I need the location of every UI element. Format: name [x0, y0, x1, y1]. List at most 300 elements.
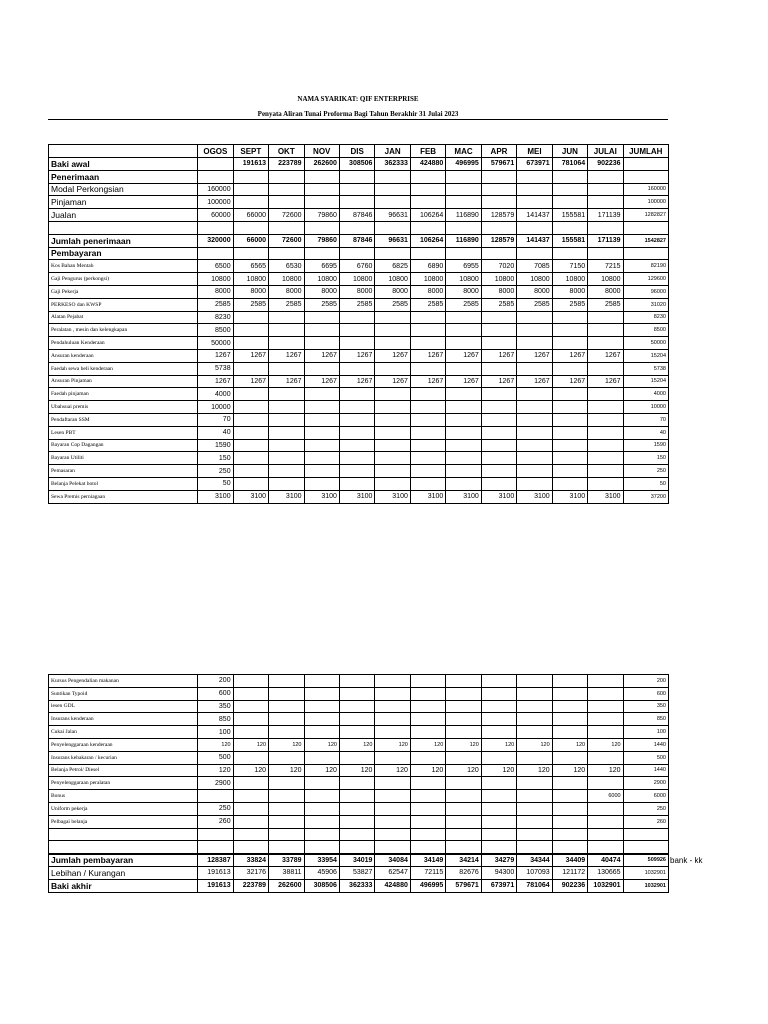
month-cell: 10800	[375, 273, 410, 286]
month-cell: 1267	[269, 349, 304, 362]
month-cell	[304, 777, 339, 790]
month-cell	[269, 196, 304, 209]
month-cell: 141437	[517, 234, 552, 247]
month-cell	[269, 324, 304, 337]
month-cell	[269, 388, 304, 401]
row-label: lesen GDL	[49, 700, 198, 713]
month-cell	[233, 802, 268, 815]
month-cell	[517, 713, 552, 726]
month-cell	[304, 452, 339, 465]
month-cell	[339, 802, 374, 815]
table-row	[49, 273, 669, 286]
month-cell: 45906	[304, 866, 339, 879]
row-label: Pendahuluan Kenderaan	[49, 337, 198, 350]
month-cell	[269, 815, 304, 828]
month-cell	[304, 841, 339, 854]
month-cell: 72115	[410, 866, 445, 879]
month-cell: 120	[233, 764, 268, 777]
table-row	[49, 247, 669, 260]
total-cell	[623, 170, 668, 183]
month-cell	[410, 324, 445, 337]
row-label: Modal Perkongsian	[49, 183, 198, 196]
month-cell	[375, 426, 410, 439]
month-cell: 902236	[552, 879, 587, 892]
month-cell	[375, 337, 410, 350]
row-label: Ansuran Pinjaman	[49, 375, 198, 388]
month-cell	[233, 426, 268, 439]
month-cell	[588, 170, 623, 183]
table-row	[49, 726, 669, 739]
month-cell	[410, 247, 445, 260]
month-cell: 10800	[410, 273, 445, 286]
month-cell: 66000	[233, 234, 268, 247]
month-cell	[517, 426, 552, 439]
month-cell	[233, 413, 268, 426]
month-cell: 1267	[410, 349, 445, 362]
month-cell	[233, 828, 268, 841]
total-cell: 100	[623, 726, 668, 739]
month-cell: 6530	[269, 260, 304, 273]
month-cell	[552, 413, 587, 426]
month-cell	[375, 477, 410, 490]
month-cell: 1590	[198, 439, 233, 452]
month-cell	[410, 413, 445, 426]
month-cell	[481, 413, 516, 426]
table-row	[49, 362, 669, 375]
month-cell	[269, 465, 304, 478]
table-row	[49, 426, 669, 439]
month-cell	[517, 790, 552, 803]
table-row	[49, 452, 669, 465]
month-cell	[233, 337, 268, 350]
month-cell	[269, 841, 304, 854]
month-cell: 8500	[198, 324, 233, 337]
month-cell	[304, 726, 339, 739]
month-cell: 120	[269, 738, 304, 751]
month-cell	[410, 815, 445, 828]
table-row	[49, 802, 669, 815]
month-cell: 120	[269, 764, 304, 777]
month-cell: 781064	[552, 158, 587, 171]
month-cell	[410, 477, 445, 490]
month-cell: 2585	[198, 298, 233, 311]
total-cell: 850	[623, 713, 668, 726]
month-cell: 120	[552, 738, 587, 751]
month-cell	[517, 777, 552, 790]
month-cell: 223789	[269, 158, 304, 171]
table-row	[49, 713, 669, 726]
total-cell: 8500	[623, 324, 668, 337]
month-cell	[198, 221, 233, 234]
month-cell	[339, 452, 374, 465]
table-row	[49, 700, 669, 713]
month-cell	[481, 221, 516, 234]
month-cell	[517, 324, 552, 337]
month-cell: 120	[552, 764, 587, 777]
month-cell	[339, 828, 374, 841]
month-cell	[304, 790, 339, 803]
table-row	[49, 158, 669, 171]
month-cell: 87846	[339, 234, 374, 247]
table-row	[49, 324, 669, 337]
row-label: Gaji Pekerja	[49, 285, 198, 298]
column-header: DIS	[339, 145, 374, 158]
month-cell: 3100	[198, 490, 233, 503]
month-cell: 308506	[339, 158, 374, 171]
column-header: MEI	[517, 145, 552, 158]
month-cell: 1267	[233, 375, 268, 388]
month-cell	[375, 439, 410, 452]
month-cell	[375, 815, 410, 828]
month-cell	[375, 452, 410, 465]
row-label: Ubahsuai premis	[49, 401, 198, 414]
month-cell	[339, 815, 374, 828]
month-cell: 6500	[198, 260, 233, 273]
total-cell: 5738	[623, 362, 668, 375]
month-cell	[269, 751, 304, 764]
month-cell: 120	[481, 738, 516, 751]
table-row	[49, 388, 669, 401]
month-cell: 1267	[269, 375, 304, 388]
month-cell: 34279	[481, 854, 516, 867]
month-cell	[410, 777, 445, 790]
month-cell: 223789	[233, 879, 268, 892]
month-cell	[517, 311, 552, 324]
total-cell: 40	[623, 426, 668, 439]
month-cell: 10800	[481, 273, 516, 286]
month-cell: 2900	[198, 777, 233, 790]
month-cell	[552, 815, 587, 828]
month-cell: 3100	[233, 490, 268, 503]
month-cell	[446, 388, 481, 401]
month-cell: 6890	[410, 260, 445, 273]
month-cell	[481, 247, 516, 260]
month-cell: 2585	[410, 298, 445, 311]
month-cell: 38811	[269, 866, 304, 879]
month-cell	[269, 221, 304, 234]
month-cell	[481, 324, 516, 337]
month-cell	[481, 465, 516, 478]
month-cell	[517, 452, 552, 465]
total-cell	[623, 158, 668, 171]
month-cell	[410, 170, 445, 183]
row-label: Penyelenggaraan peralatan	[49, 777, 198, 790]
month-cell	[517, 726, 552, 739]
month-cell	[375, 247, 410, 260]
month-cell	[446, 324, 481, 337]
month-cell	[304, 170, 339, 183]
month-cell	[446, 452, 481, 465]
month-cell	[517, 700, 552, 713]
total-cell: 150	[623, 452, 668, 465]
month-cell	[481, 401, 516, 414]
month-cell	[339, 413, 374, 426]
month-cell	[339, 196, 374, 209]
month-cell: 8000	[233, 285, 268, 298]
month-cell	[517, 401, 552, 414]
month-cell	[552, 439, 587, 452]
month-cell: 8230	[198, 311, 233, 324]
month-cell	[552, 713, 587, 726]
month-cell	[552, 183, 587, 196]
month-cell	[304, 247, 339, 260]
table-row	[49, 815, 669, 828]
statement-company-title: NAMA SYARIKAT: QIF ENTERPRISE	[297, 95, 419, 103]
month-cell	[588, 401, 623, 414]
month-cell: 320000	[198, 234, 233, 247]
table-row	[49, 337, 669, 350]
month-cell	[446, 790, 481, 803]
month-cell: 82676	[446, 866, 481, 879]
row-label: Faedah sewa beli kenderaan	[49, 362, 198, 375]
table-row	[49, 879, 669, 892]
month-cell	[410, 802, 445, 815]
month-cell	[588, 388, 623, 401]
month-cell: 424880	[410, 158, 445, 171]
month-cell: 362333	[339, 879, 374, 892]
month-cell	[552, 828, 587, 841]
month-cell: 2585	[233, 298, 268, 311]
month-cell	[410, 700, 445, 713]
month-cell	[446, 362, 481, 375]
month-cell: 50	[198, 477, 233, 490]
total-cell: 70	[623, 413, 668, 426]
month-cell: 8000	[198, 285, 233, 298]
column-header: FEB	[410, 145, 445, 158]
month-cell	[552, 196, 587, 209]
month-cell: 579671	[446, 879, 481, 892]
month-cell: 3100	[269, 490, 304, 503]
month-cell	[233, 183, 268, 196]
month-cell	[198, 790, 233, 803]
month-cell	[517, 465, 552, 478]
month-cell	[588, 311, 623, 324]
month-cell	[339, 841, 374, 854]
month-cell	[410, 337, 445, 350]
month-cell	[233, 700, 268, 713]
month-cell	[375, 675, 410, 688]
row-label: Baki awal	[49, 158, 198, 171]
month-cell	[481, 700, 516, 713]
month-cell	[269, 675, 304, 688]
row-label: Kos Bahan Mentah	[49, 260, 198, 273]
column-header: JUMLAH	[623, 145, 668, 158]
month-cell	[233, 401, 268, 414]
month-cell	[375, 700, 410, 713]
row-label: Pendaftaran SSM	[49, 413, 198, 426]
month-cell	[410, 183, 445, 196]
month-cell: 33824	[233, 854, 268, 867]
month-cell	[375, 751, 410, 764]
month-cell	[552, 687, 587, 700]
total-cell: 37200	[623, 490, 668, 503]
month-cell: 141437	[517, 209, 552, 222]
month-cell: 8000	[269, 285, 304, 298]
month-cell	[446, 183, 481, 196]
month-cell	[339, 221, 374, 234]
month-cell	[446, 815, 481, 828]
month-cell	[233, 452, 268, 465]
month-cell: 496995	[446, 158, 481, 171]
month-cell: 3100	[517, 490, 552, 503]
month-cell: 120	[339, 764, 374, 777]
month-cell: 1267	[517, 349, 552, 362]
month-cell: 191613	[233, 158, 268, 171]
month-cell: 1267	[304, 375, 339, 388]
month-cell	[304, 815, 339, 828]
month-cell	[517, 687, 552, 700]
month-cell: 7020	[481, 260, 516, 273]
row-label: Alatan Pejabat	[49, 311, 198, 324]
total-cell: 100000	[623, 196, 668, 209]
total-cell: 50	[623, 477, 668, 490]
month-cell	[446, 477, 481, 490]
month-cell	[446, 311, 481, 324]
total-cell: 350	[623, 700, 668, 713]
row-label: Pelbagai belanja	[49, 815, 198, 828]
table-row	[49, 260, 669, 273]
row-label: Suntikan Typoid	[49, 687, 198, 700]
month-cell: 34214	[446, 854, 481, 867]
month-cell	[269, 477, 304, 490]
table-row	[49, 790, 669, 803]
month-cell	[446, 675, 481, 688]
month-cell: 350	[198, 700, 233, 713]
month-cell: 496995	[410, 879, 445, 892]
month-cell: 200	[198, 675, 233, 688]
month-cell	[410, 790, 445, 803]
row-label: Insurans kenderaan	[49, 713, 198, 726]
total-cell: 250	[623, 802, 668, 815]
month-cell	[588, 802, 623, 815]
month-cell: 120	[588, 764, 623, 777]
month-cell: 10800	[588, 273, 623, 286]
month-cell: 160000	[198, 183, 233, 196]
month-cell: 128387	[198, 854, 233, 867]
month-cell: 7085	[517, 260, 552, 273]
month-cell	[269, 790, 304, 803]
month-cell	[481, 687, 516, 700]
month-cell	[410, 362, 445, 375]
month-cell	[375, 713, 410, 726]
total-cell: 31020	[623, 298, 668, 311]
month-cell	[339, 751, 374, 764]
month-cell: 121172	[552, 866, 587, 879]
month-cell	[375, 777, 410, 790]
total-cell: 82190	[623, 260, 668, 273]
month-cell	[304, 713, 339, 726]
month-cell: 3100	[410, 490, 445, 503]
month-cell: 120	[410, 738, 445, 751]
row-label: Lesen PBT	[49, 426, 198, 439]
month-cell	[410, 675, 445, 688]
total-cell: 1032901	[623, 879, 668, 892]
row-label: Cukai Jalan	[49, 726, 198, 739]
month-cell	[269, 726, 304, 739]
total-cell: 1542827	[623, 234, 668, 247]
month-cell: 66000	[233, 209, 268, 222]
table-row	[49, 490, 669, 503]
month-cell	[481, 452, 516, 465]
month-cell	[552, 777, 587, 790]
month-cell: 32176	[233, 866, 268, 879]
table-row	[49, 234, 669, 247]
month-cell	[375, 388, 410, 401]
month-cell	[375, 465, 410, 478]
table-row	[49, 477, 669, 490]
month-cell	[233, 247, 268, 260]
month-cell	[517, 815, 552, 828]
month-cell	[517, 362, 552, 375]
month-cell	[339, 170, 374, 183]
month-cell: 3100	[446, 490, 481, 503]
month-cell: 72600	[269, 234, 304, 247]
table-row	[49, 866, 669, 879]
total-cell: 1590	[623, 439, 668, 452]
month-cell: 6955	[446, 260, 481, 273]
row-label: Belanja Petrol/ Diesel	[49, 764, 198, 777]
month-cell	[269, 802, 304, 815]
row-label: Sewa Premis perniagaan	[49, 490, 198, 503]
row-label: Penyelenggaraan kenderaan	[49, 738, 198, 751]
month-cell: 2585	[552, 298, 587, 311]
month-cell	[552, 452, 587, 465]
month-cell: 155581	[552, 209, 587, 222]
month-cell	[269, 713, 304, 726]
month-cell	[552, 726, 587, 739]
month-cell: 53827	[339, 866, 374, 879]
month-cell: 362333	[375, 158, 410, 171]
month-cell	[233, 841, 268, 854]
month-cell	[410, 713, 445, 726]
month-cell	[446, 777, 481, 790]
month-cell	[375, 841, 410, 854]
month-cell	[552, 465, 587, 478]
total-cell	[623, 828, 668, 841]
month-cell: 106264	[410, 234, 445, 247]
month-cell: 128579	[481, 234, 516, 247]
month-cell: 100000	[198, 196, 233, 209]
month-cell	[481, 713, 516, 726]
total-cell	[623, 841, 668, 854]
month-cell: 120	[198, 738, 233, 751]
month-cell	[410, 426, 445, 439]
month-cell: 107093	[517, 866, 552, 879]
month-cell: 6825	[375, 260, 410, 273]
month-cell	[446, 337, 481, 350]
month-cell: 1267	[375, 375, 410, 388]
month-cell	[375, 790, 410, 803]
month-cell	[446, 726, 481, 739]
month-cell	[446, 751, 481, 764]
month-cell	[233, 362, 268, 375]
month-cell	[339, 700, 374, 713]
month-cell: 128579	[481, 209, 516, 222]
table-row	[49, 375, 669, 388]
month-cell	[446, 828, 481, 841]
month-cell	[198, 828, 233, 841]
month-cell: 87846	[339, 209, 374, 222]
month-cell	[552, 170, 587, 183]
month-cell: 902236	[588, 158, 623, 171]
month-cell	[588, 700, 623, 713]
row-label: Faedah pinjaman	[49, 388, 198, 401]
month-cell	[517, 802, 552, 815]
month-cell	[198, 841, 233, 854]
month-cell: 40	[198, 426, 233, 439]
month-cell	[552, 790, 587, 803]
month-cell: 6695	[304, 260, 339, 273]
